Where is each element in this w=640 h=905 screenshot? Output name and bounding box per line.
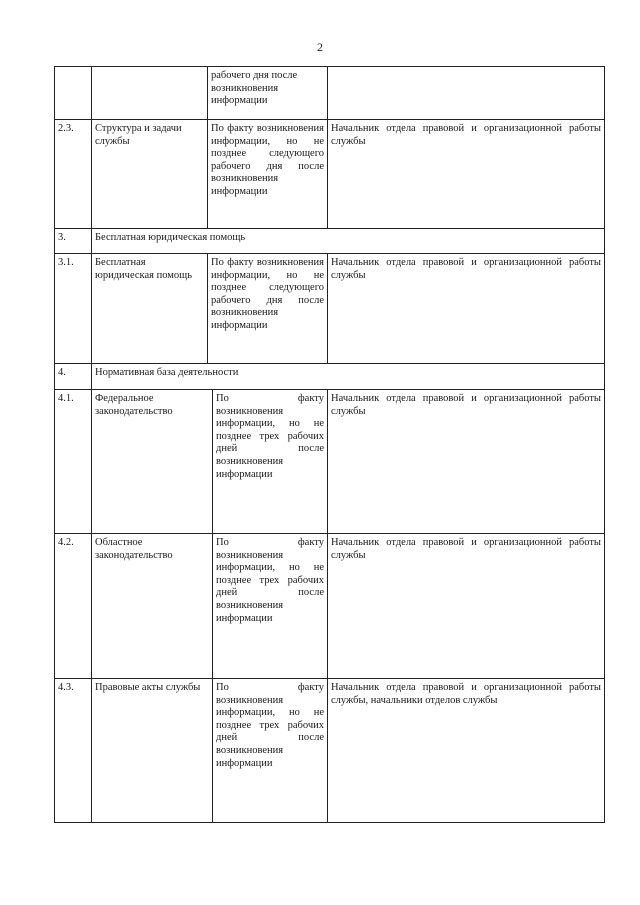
item-name: Областное законодательство (91, 534, 212, 678)
item-deadline: По факту возникновения информации, но не позднее следующего рабочего дня после возникновения информации (207, 254, 327, 363)
item-number: 2.3. (58, 123, 74, 134)
item-deadline: По факту возникновения информации, но не позднее трех рабочих дней после возникновения информации (212, 390, 327, 533)
item-deadline: По факту возникновения информации, но не позднее трех рабочих дней после возникновения информации (212, 679, 327, 822)
item-responsible (327, 67, 604, 119)
document-table (54, 66, 605, 823)
table-row (54, 534, 605, 679)
section-title: Нормативная база деятельности (91, 364, 604, 389)
section-number: 4. (58, 367, 66, 378)
item-number: 3.1. (58, 257, 74, 268)
item-number: 4.1. (58, 393, 74, 404)
item-deadline: рабочего дня после возникновения информации (207, 67, 327, 119)
item-deadline: По факту возникновения информации, но не позднее трех рабочих дней после возникновения информации (212, 534, 327, 678)
section-row (54, 364, 605, 390)
section-number: 3. (58, 232, 66, 243)
item-deadline: По факту возникновения информации, но не позднее следующего рабочего дня после возникновения информации (207, 120, 327, 228)
page-number: 2 (317, 40, 323, 54)
table-row (54, 120, 605, 229)
item-responsible: Начальник отдела правовой и организационной работы службы (327, 254, 604, 363)
item-responsible: Начальник отдела правовой и организационной работы службы (327, 120, 604, 228)
table-row (54, 390, 605, 534)
item-number (55, 67, 91, 119)
table-row (54, 66, 605, 120)
section-title: Бесплатная юридическая помощь (91, 229, 604, 253)
item-name: Правовые акты службы (91, 679, 212, 822)
table-row (54, 254, 605, 364)
item-name: Структура и задачи службы (91, 120, 207, 228)
item-responsible: Начальник отдела правовой и организационной работы службы, начальники отделов службы (327, 679, 604, 822)
section-row (54, 229, 605, 254)
item-number: 4.3. (58, 682, 74, 693)
table-row (54, 679, 605, 823)
item-number: 4.2. (58, 537, 74, 548)
item-name: Федеральное законодательство (91, 390, 212, 533)
item-responsible: Начальник отдела правовой и организационной работы службы (327, 390, 604, 533)
item-name (91, 67, 207, 119)
item-responsible: Начальник отдела правовой и организационной работы службы (327, 534, 604, 678)
item-name: Бесплатная юридическая помощь (91, 254, 207, 363)
